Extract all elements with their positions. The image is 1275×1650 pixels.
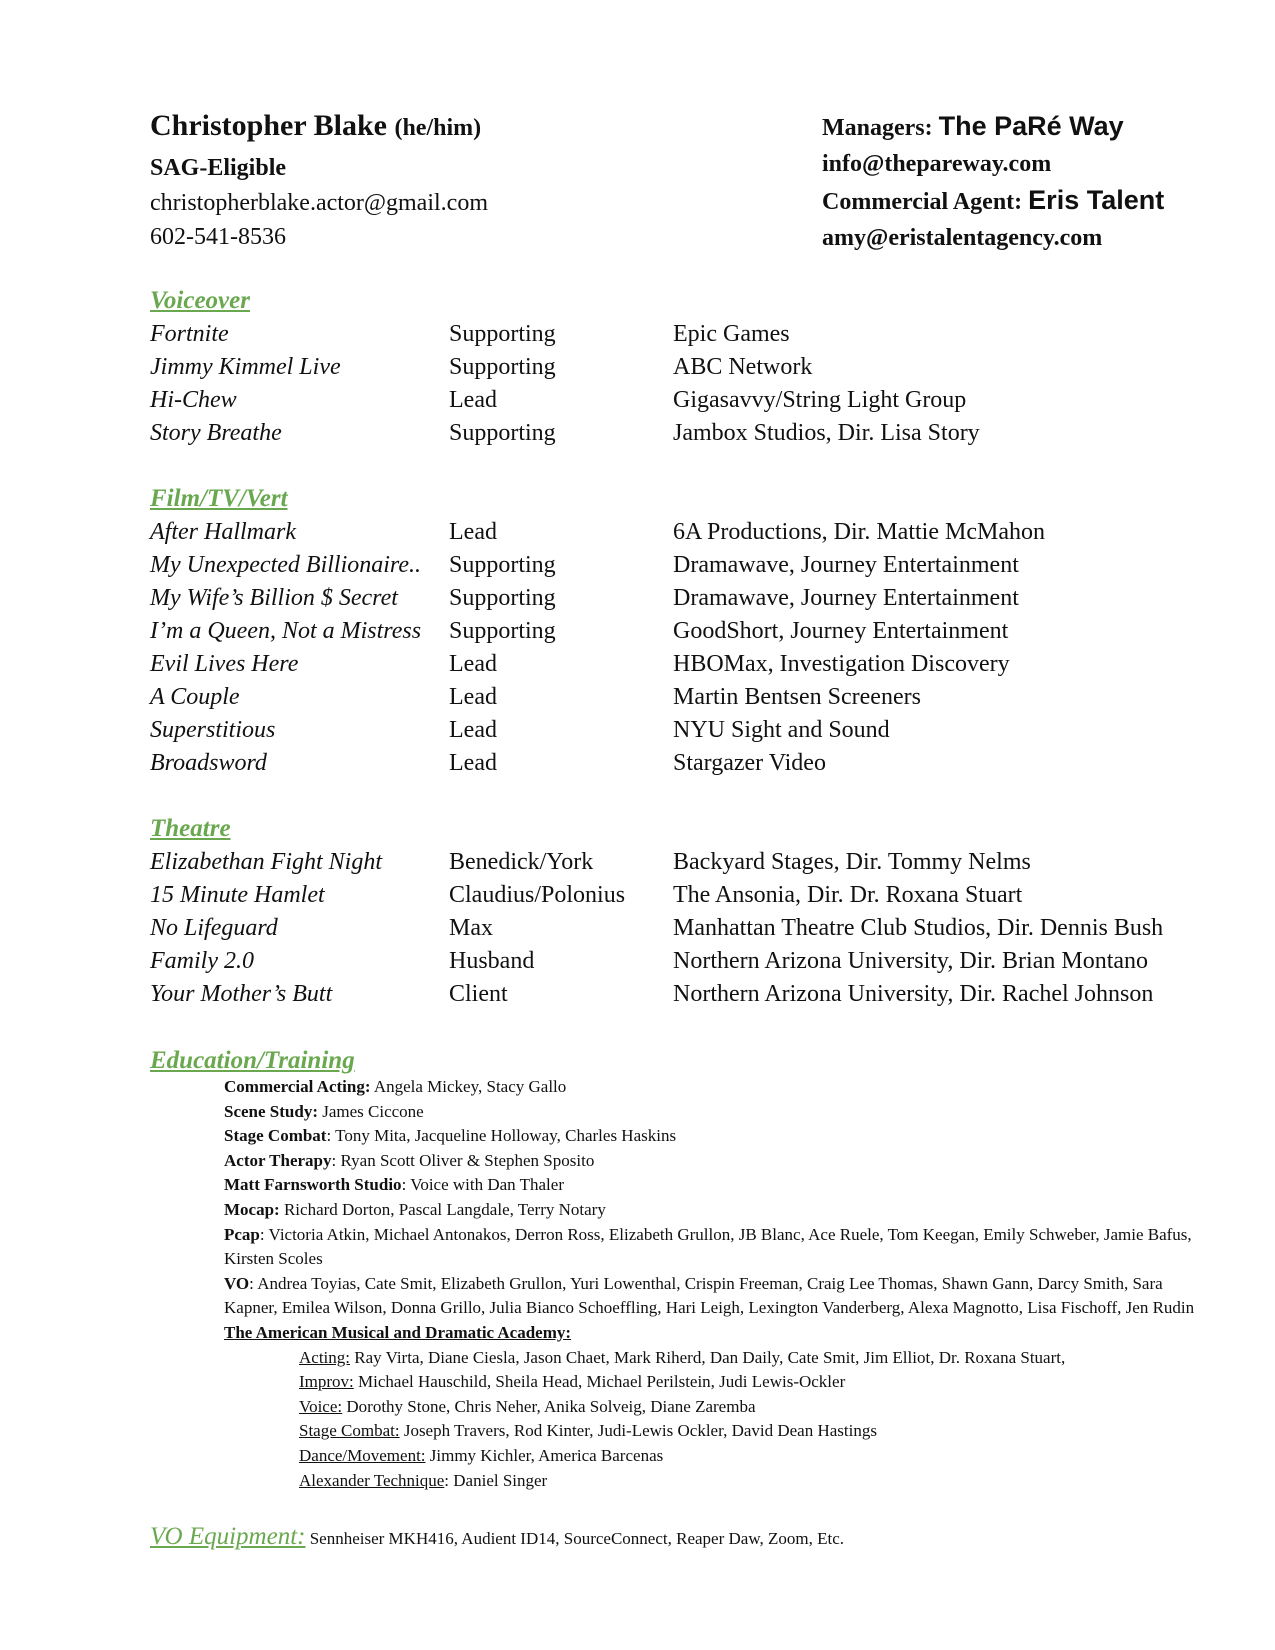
voiceover-heading: Voiceover — [150, 287, 250, 314]
credit-role: Supporting — [449, 354, 556, 380]
credit-title: I’m a Queen, Not a Mistress — [150, 618, 422, 644]
credit-company: HBOMax, Investigation Discovery — [673, 651, 1010, 677]
credit-company: Manhattan Theatre Club Studios, Dir. Dennis Bush — [673, 915, 1164, 941]
theatre-section — [150, 812, 1164, 1011]
training-item — [224, 1272, 1204, 1321]
credit-role: Client — [449, 981, 508, 1007]
credit-role: Husband — [449, 948, 535, 974]
credit-row — [150, 912, 1164, 945]
credit-role: Max — [449, 915, 493, 941]
training-teachers: Dorothy Stone, Chris Neher, Anika Solveig, Diane Zaremba — [342, 1396, 756, 1416]
credit-company: Stargazer Video — [673, 750, 826, 776]
training-item — [224, 1346, 1204, 1371]
film-list — [150, 516, 1045, 780]
credit-company: GoodShort, Journey Entertainment — [673, 618, 1009, 644]
training-label: Improv: — [299, 1372, 354, 1392]
training-label: Actor Therapy — [224, 1150, 332, 1170]
credit-title: Hi-Chew — [150, 387, 237, 413]
credit-company: The Ansonia, Dir. Dr. Roxana Stuart — [673, 882, 1023, 908]
managers-label: Managers: — [822, 115, 933, 141]
credit-company: 6A Productions, Dir. Mattie McMahon — [673, 519, 1045, 545]
actor-name-line — [150, 104, 488, 150]
credit-title: Family 2.0 — [150, 948, 254, 974]
agent-label: Commercial Agent: — [822, 189, 1023, 215]
credit-company: Dramawave, Journey Entertainment — [673, 552, 1019, 578]
training-teachers: James Ciccone — [317, 1101, 424, 1121]
union-status: SAG-Eligible — [150, 155, 287, 181]
pronouns: (he/him) — [394, 115, 482, 141]
actor-name: Christopher Blake — [150, 109, 387, 142]
credit-title: My Wife’s Billion $ Secret — [150, 585, 398, 611]
academy-heading: The American Musical and Dramatic Academy: — [224, 1322, 572, 1342]
training-label: VO — [224, 1273, 250, 1293]
education-heading: Education/Training — [150, 1047, 355, 1074]
agent-name: Eris Talent — [1028, 185, 1165, 215]
credit-role: Lead — [449, 651, 497, 677]
training-item — [224, 1223, 1204, 1272]
credit-role: Benedick/York — [449, 849, 594, 875]
training-label: Dance/Movement: — [299, 1445, 426, 1465]
training-teachers: Joseph Travers, Rod Kinter, Judi-Lewis Ockler, David Dean Hastings — [399, 1421, 877, 1441]
credit-title: Jimmy Kimmel Live — [150, 354, 341, 380]
voiceover-section — [150, 284, 980, 450]
credit-company: Epic Games — [673, 321, 790, 347]
credit-company: Northern Arizona University, Dir. Rachel Johnson — [673, 981, 1154, 1007]
training-teachers: Richard Dorton, Pascal Langdale, Terry Notary — [279, 1199, 606, 1219]
training-label: Commercial Acting: — [224, 1077, 371, 1096]
training-item — [224, 1075, 1204, 1100]
training-item — [224, 1419, 1204, 1444]
training-label: Scene Study: — [224, 1101, 318, 1121]
credit-row — [150, 384, 967, 417]
film-section — [150, 482, 1045, 780]
credit-row — [150, 846, 1031, 879]
credit-title: My Unexpected Billionaire.. — [150, 552, 422, 578]
credit-title: Elizabethan Fight Night — [150, 849, 382, 875]
training-teachers: : Victoria Atkin, Michael Antonakos, Derron Ross, Elizabeth Grullon, JB Blanc, Ace Ruele, Tom Keegan, Emily Schweber, Jamie Bafus, Kirsten Scoles — [224, 1224, 1192, 1269]
credit-row — [150, 549, 1019, 582]
credit-company: ABC Network — [673, 354, 813, 380]
credit-title: Fortnite — [150, 321, 229, 347]
training-item — [224, 1444, 1204, 1469]
credit-role: Lead — [449, 750, 497, 776]
credit-company: Backyard Stages, Dir. Tommy Nelms — [673, 849, 1031, 875]
training-item — [224, 1395, 1204, 1420]
training-item — [224, 1469, 1204, 1494]
credit-company: Gigasavvy/String Light Group — [673, 387, 967, 413]
credit-title: Your Mother’s Butt — [150, 981, 333, 1007]
phone[interactable]: 602-541-8536 — [150, 224, 286, 250]
managers-line — [822, 108, 1164, 146]
credit-role: Supporting — [449, 420, 556, 446]
training-label: Pcap — [224, 1224, 260, 1244]
credit-row — [150, 351, 813, 384]
training-label: Stage Combat — [224, 1126, 327, 1146]
credit-row — [150, 582, 1019, 615]
voiceover-list — [150, 318, 980, 450]
credit-role: Lead — [449, 684, 497, 710]
credit-role: Supporting — [449, 552, 556, 578]
training-teachers: Jimmy Kichler, America Barcenas — [425, 1445, 664, 1465]
credit-title: A Couple — [150, 684, 240, 710]
credit-role: Supporting — [449, 618, 556, 644]
credit-title: After Hallmark — [150, 519, 296, 545]
training-item — [224, 1100, 1204, 1125]
credit-role: Lead — [449, 519, 497, 545]
training-label: Acting: — [299, 1347, 350, 1367]
agent-line — [822, 182, 1164, 220]
theatre-list — [150, 846, 1164, 1011]
credit-row — [150, 714, 890, 747]
training-item — [224, 1124, 1204, 1149]
training-teachers: : Tony Mita, Jacqueline Holloway, Charles Haskins — [326, 1126, 677, 1146]
credit-row — [150, 417, 980, 450]
credit-role: Lead — [449, 717, 497, 743]
equipment-heading: VO Equipment: — [150, 1523, 306, 1550]
credit-company: NYU Sight and Sound — [673, 717, 890, 743]
credit-title: Evil Lives Here — [150, 651, 299, 677]
credit-title: No Lifeguard — [150, 915, 278, 941]
education-body — [224, 1075, 1204, 1493]
training-item — [224, 1198, 1204, 1223]
credit-title: Superstitious — [150, 717, 276, 743]
email[interactable]: christopherblake.actor@gmail.com — [150, 190, 488, 216]
education-list — [224, 1075, 1204, 1321]
training-item — [224, 1149, 1204, 1174]
training-teachers: : Daniel Singer — [444, 1470, 548, 1490]
training-teachers: : Ryan Scott Oliver & Stephen Sposito — [331, 1150, 595, 1170]
training-label: Matt Farnsworth Studio — [224, 1175, 402, 1195]
training-teachers: Ray Virta, Diane Ciesla, Jason Chaet, Mark Riherd, Dan Daily, Cate Smit, Jim Elliot, Dr. Roxana Stuart, — [350, 1347, 1066, 1367]
equipment-text: Sennheiser MKH416, Audient ID14, SourceConnect, Reaper Daw, Zoom, Etc. — [305, 1529, 844, 1548]
credit-row — [150, 615, 1009, 648]
credit-row — [150, 879, 1023, 912]
credit-role: Lead — [449, 387, 497, 413]
credit-row — [150, 945, 1149, 978]
credit-row — [150, 681, 921, 714]
theatre-heading: Theatre — [150, 815, 231, 842]
credit-title: Broadsword — [150, 750, 267, 776]
training-label: Voice: — [299, 1396, 343, 1416]
film-heading: Film/TV/Vert — [150, 485, 288, 512]
credit-company: Dramawave, Journey Entertainment — [673, 585, 1019, 611]
training-label: Stage Combat: — [299, 1421, 400, 1441]
training-teachers: : Andrea Toyias, Cate Smit, Elizabeth Grullon, Yuri Lowenthal, Crispin Freeman, Craig Lee Thomas, Shawn Gann, Darcy Smith, Sara Kapner, Emilea Wilson, Donna Grillo, Julia Bianco Schoeffling, Hari Leigh, Lexington Vanderberg, Alexa Magnotto, Lisa Fischoff, Jen Rudin — [224, 1273, 1195, 1318]
credit-role: Supporting — [449, 585, 556, 611]
credit-row — [150, 318, 790, 351]
credit-row — [150, 978, 1154, 1011]
training-teachers: : Voice with Dan Thaler — [401, 1175, 564, 1195]
training-item — [224, 1370, 1204, 1395]
training-item — [224, 1173, 1204, 1198]
credit-title: Story Breathe — [150, 420, 282, 446]
agent-email[interactable]: amy@eristalentagency.com — [822, 225, 1103, 251]
contact-block — [150, 104, 488, 254]
equipment-line — [150, 1520, 844, 1556]
training-label: Mocap: — [224, 1199, 280, 1219]
credit-row — [150, 516, 1045, 549]
credit-company: Martin Bentsen Screeners — [673, 684, 921, 710]
credit-company: Northern Arizona University, Dir. Brian Montano — [673, 948, 1149, 974]
credit-company: Jambox Studios, Dir. Lisa Story — [673, 420, 980, 446]
training-teachers: Michael Hauschild, Sheila Head, Michael Perilstein, Judi Lewis-Ockler — [353, 1372, 846, 1392]
education-section — [150, 1044, 355, 1078]
credit-row — [150, 648, 1010, 681]
academy-list — [224, 1346, 1204, 1494]
credit-title: 15 Minute Hamlet — [150, 882, 325, 908]
training-teachers: Angela Mickey, Stacy Gallo — [370, 1077, 567, 1096]
managers-name: The PaRé Way — [938, 111, 1124, 141]
credit-row — [150, 747, 826, 780]
credit-role: Supporting — [449, 321, 556, 347]
managers-email[interactable]: info@thepareway.com — [822, 151, 1052, 177]
representation-block — [822, 108, 1164, 256]
training-label: Alexander Technique — [299, 1470, 445, 1490]
credit-role: Claudius/Polonius — [449, 882, 626, 908]
